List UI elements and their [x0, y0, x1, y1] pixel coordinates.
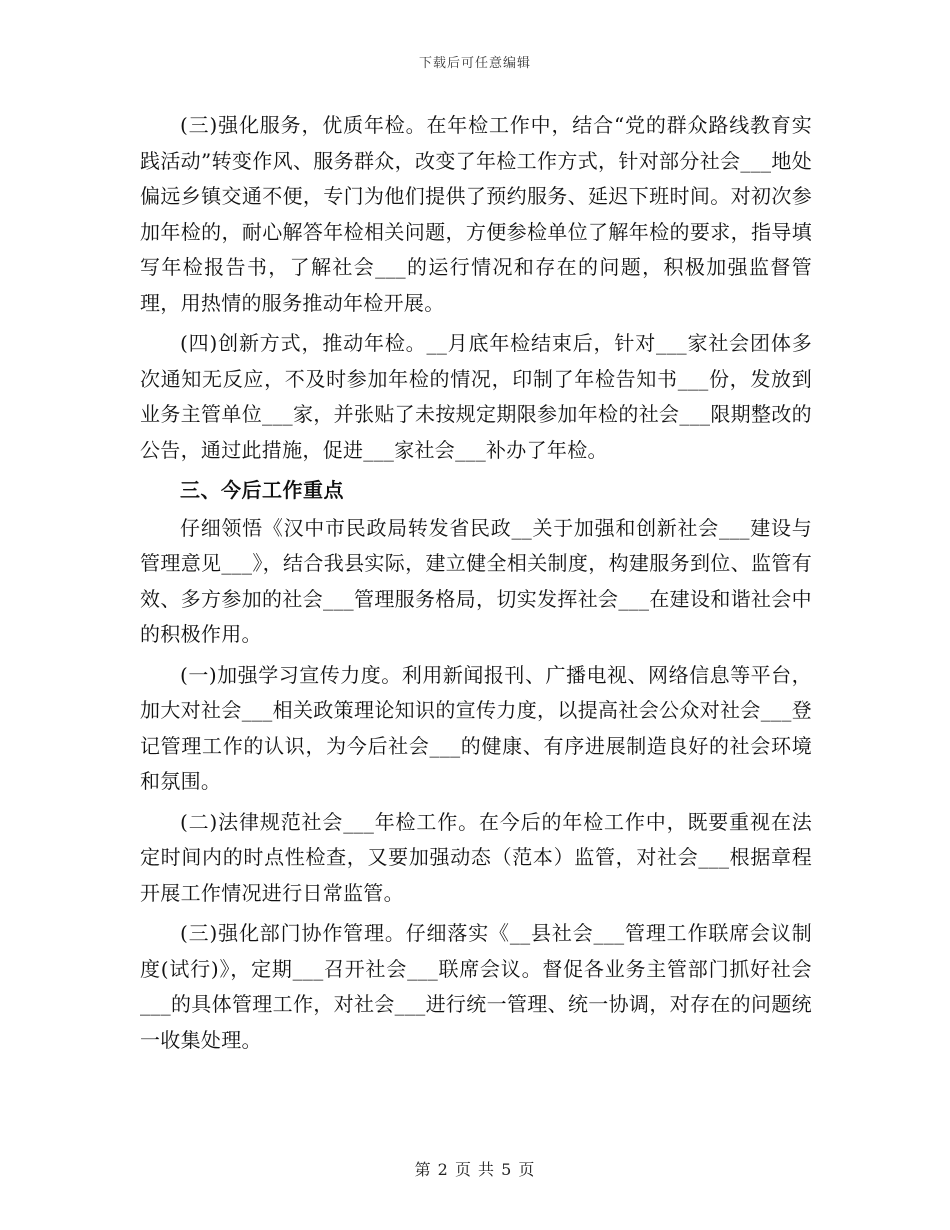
paragraph-publicity: (一)加强学习宣传力度。利用新闻报刊、广播电视、网络信息等平台，加大对社会___相关政策理论知识的宣传力度，以提高社会公众对社会___登记管理工作的认识，为今后社会___的健康、有序进展制造良好的社会环境和氛围。	[140, 662, 812, 793]
paragraph-strengthen-service: (三)强化服务，优质年检。在年检工作中，结合“党的群众路线教育实践活动”转变作风、服务群众，改变了年检工作方式，针对部分社会___地处偏远乡镇交通不便，专门为他们提供了预约服务、延迟下班时间。对初次参加年检的，耐心解答年检相关问题，方便参检单位了解年检的要求，指导填写年检报告书，了解社会___的运行情况和存在的问题，积极加强监督管理，用热情的服务推动年检开展。	[140, 113, 812, 315]
page-header-note: 下载后可任意编辑	[418, 56, 531, 71]
section-heading-future-priorities: 三、今后工作重点	[180, 478, 344, 502]
page-number-footer: 第 2 页 共 5 页	[414, 1160, 536, 1179]
paragraph-innovate-method: (四)创新方式，推动年检。__月底年检结束后，针对___家社会团体多次通知无反应，不及时参加年检的情况，印制了年检告知书___份，发放到业务主管单位___家，并张贴了未按规定期限参加年检的社会___限期整改的公告，通过此措施，促进___家社会___补办了年检。	[140, 331, 812, 462]
paragraph-department-coordination: (三)强化部门协作管理。仔细落实《__县社会___管理工作联席会议制度(试行)》，定期___召开社会___联席会议。督促各业务主管部门抓好社会___的具体管理工作，对社会___进行统一管理、统一协调，对存在的问题统一收集处理。	[140, 921, 812, 1052]
document-body	[140, 108, 812, 1063]
paragraph-future-overview: 仔细领悟《汉中市民政局转发省民政__关于加强和创新社会___建设与管理意见___》，结合我县实际，建立健全相关制度，构建服务到位、监管有效、多方参加的社会___管理服务格局，切实发挥社会___在建设和谐社会中的积极作用。	[140, 515, 812, 646]
paragraph-legal-inspection: (二)法律规范社会___年检工作。在今后的年检工作中，既要重视在法定时间内的时点性检查，又要加强动态（范本）监管，对社会___根据章程开展工作情况进行日常监管。	[140, 809, 812, 905]
